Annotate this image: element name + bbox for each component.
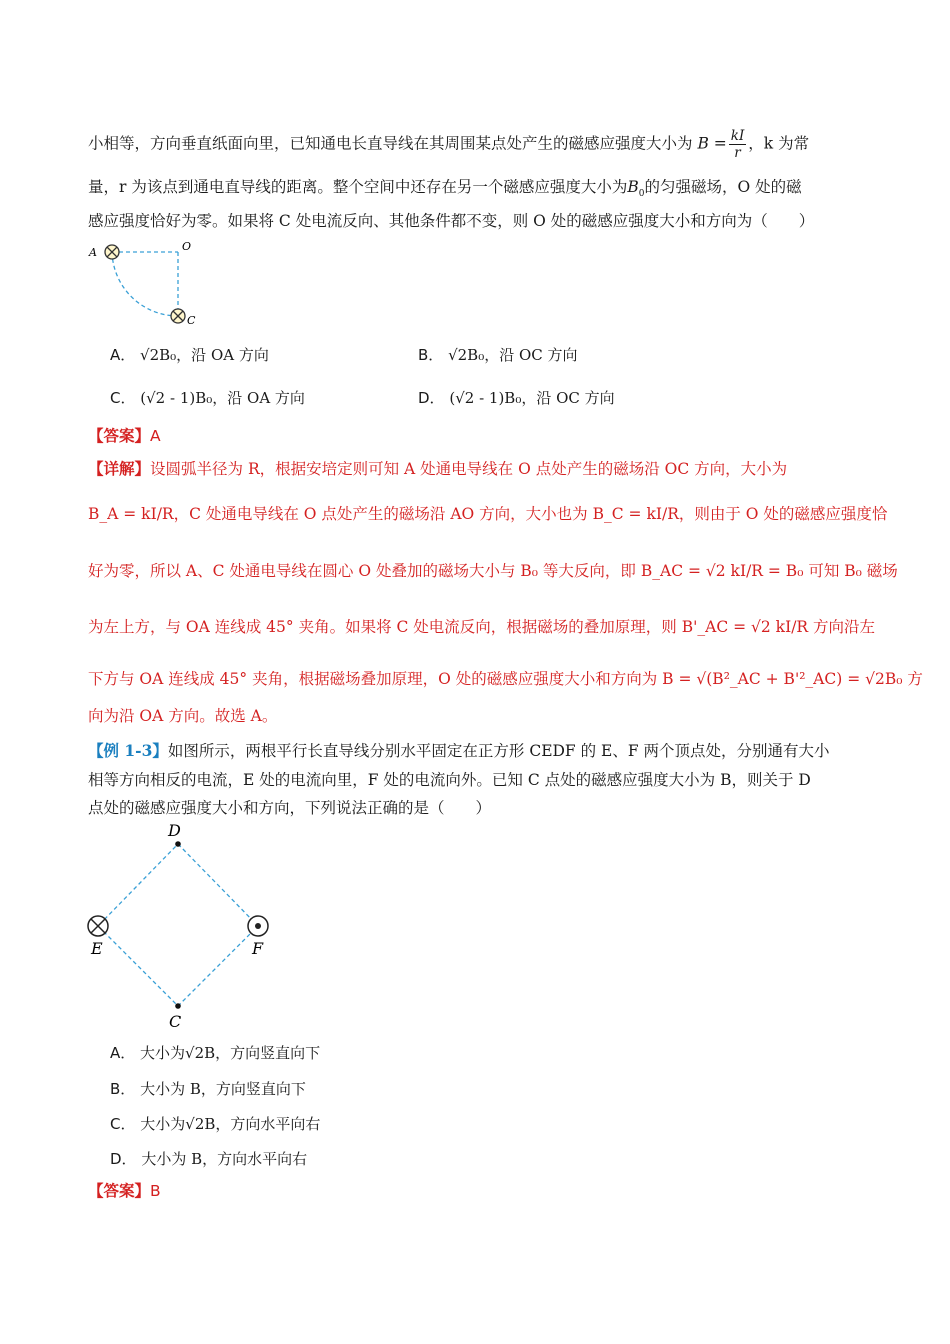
- wire-c-into-page-icon: [171, 309, 185, 323]
- quarter-circle-diagram: [86, 238, 206, 330]
- q2-option-a-text: 大小为√2B，方向竖直向下: [140, 1044, 321, 1062]
- q1-explain-line5: 下方与 OA 连线成 45° 夹角，根据磁场叠加原理，O 处的磁感应强度大小和方向为 B = √(B²_AC + B'²_AC) = √2B₀ 方: [88, 670, 923, 688]
- q1-option-c-text: (√2 - 1)B₀，沿 OA 方向: [140, 389, 305, 407]
- q1-option-a-text: √2B₀，沿 OA 方向: [140, 346, 269, 364]
- q2-option-d-text: 大小为 B，方向水平向右: [141, 1150, 308, 1168]
- q1-line1: 小相等，方向垂直纸面向里，已知通电长直导线在其周围某点处产生的磁感应强度大小为 B = $\frac{kI}{r}$ ，k 为常: [88, 128, 810, 161]
- wire-f-out-of-page-icon: [248, 916, 268, 936]
- q2-option-b[interactable]: B． 大小为 B，方向竖直向下: [110, 1080, 306, 1098]
- q2-tag: 【例 1-3】: [88, 741, 168, 760]
- point-d: [175, 841, 181, 847]
- fraction-kI-r: $\frac{kI}{r}$: [730, 128, 745, 161]
- q1-line3: 感应强度恰好为零。如果将 C 处电流反向、其他条件都不变，则 O 处的磁感应强度大小和方向为（ ）: [88, 212, 815, 230]
- q2-option-c-text: 大小为√2B，方向水平向右: [140, 1115, 321, 1133]
- q2-option-d[interactable]: D． 大小为 B，方向水平向右: [110, 1150, 308, 1168]
- q1-option-a[interactable]: A． √2B₀，沿 OA 方向: [110, 346, 269, 364]
- q2-option-c[interactable]: C． 大小为√2B，方向水平向右: [110, 1115, 321, 1133]
- label-o: O: [182, 240, 192, 253]
- point-c: [175, 1003, 181, 1009]
- label-a: A: [89, 246, 97, 259]
- q1-option-b[interactable]: B． √2B₀，沿 OC 方向: [418, 346, 578, 364]
- q2-line1: 【例 1-3】如图所示，两根平行长直导线分别水平固定在正方形 CEDF 的 E、F 两个顶点处，分别通有大小: [88, 741, 830, 760]
- q2-option-b-text: 大小为 B，方向竖直向下: [140, 1080, 306, 1098]
- wire-e-into-page-icon: [88, 916, 108, 936]
- q1-option-b-text: √2B₀，沿 OC 方向: [448, 346, 578, 364]
- label-e: E: [91, 939, 103, 958]
- q1-explain-line4: 为左上方，与 OA 连线成 45° 夹角。如果将 C 处电流反向，根据磁场的叠加原理，则 B'_AC = √2 kI/R 方向沿左: [88, 618, 876, 636]
- q1-option-d-text: (√2 - 1)B₀，沿 OC 方向: [449, 389, 615, 407]
- square-cedf-diagram: [86, 822, 276, 1032]
- q2-answer: 【答案】B: [88, 1181, 161, 1200]
- q1-explain-line1: 【详解】设圆弧半径为 R，根据安培定则可知 A 处通电导线在 O 点处产生的磁场沿 OC 方向，大小为: [88, 459, 788, 478]
- q1-option-d[interactable]: D． (√2 - 1)B₀，沿 OC 方向: [418, 389, 615, 407]
- q1-answer: 【答案】A: [88, 426, 161, 445]
- q2-line2: 相等方向相反的电流，E 处的电流向里，F 处的电流向外。已知 C 点处的磁感应强度大小为 B，则关于 D: [88, 771, 811, 789]
- label-c: C: [187, 314, 196, 327]
- label-d: D: [168, 822, 181, 840]
- q2-line3: 点处的磁感应强度大小和方向，下列说法正确的是（ ）: [88, 799, 492, 817]
- label-f: F: [252, 939, 264, 958]
- formula-b: B =: [697, 134, 727, 153]
- q1-line2: 量，r 为该点到通电直导线的距离。整个空间中还存在另一个磁感应强度大小为$B_0$的匀强磁场，O 处的磁: [88, 178, 802, 200]
- q1-explain-line3: 好为零，所以 A、C 处通电导线在圆心 O 处叠加的磁场大小与 B₀ 等大反向，即 B_AC = √2 kI/R = B₀ 可知 B₀ 磁场: [88, 562, 898, 580]
- wire-a-into-page-icon: [105, 245, 119, 259]
- label-c2: C: [169, 1012, 182, 1031]
- q1-option-c[interactable]: C． (√2 - 1)B₀，沿 OA 方向: [110, 389, 305, 407]
- q1-explain-line2: B_A = kI/R，C 处通电导线在 O 点处产生的磁场沿 AO 方向，大小也为 B_C = kI/R，则由于 O 处的磁感应强度恰: [88, 505, 888, 523]
- q1-explain-line6: 向为沿 OA 方向。故选 A。: [88, 707, 278, 725]
- q2-option-a[interactable]: A． 大小为√2B，方向竖直向下: [110, 1044, 321, 1062]
